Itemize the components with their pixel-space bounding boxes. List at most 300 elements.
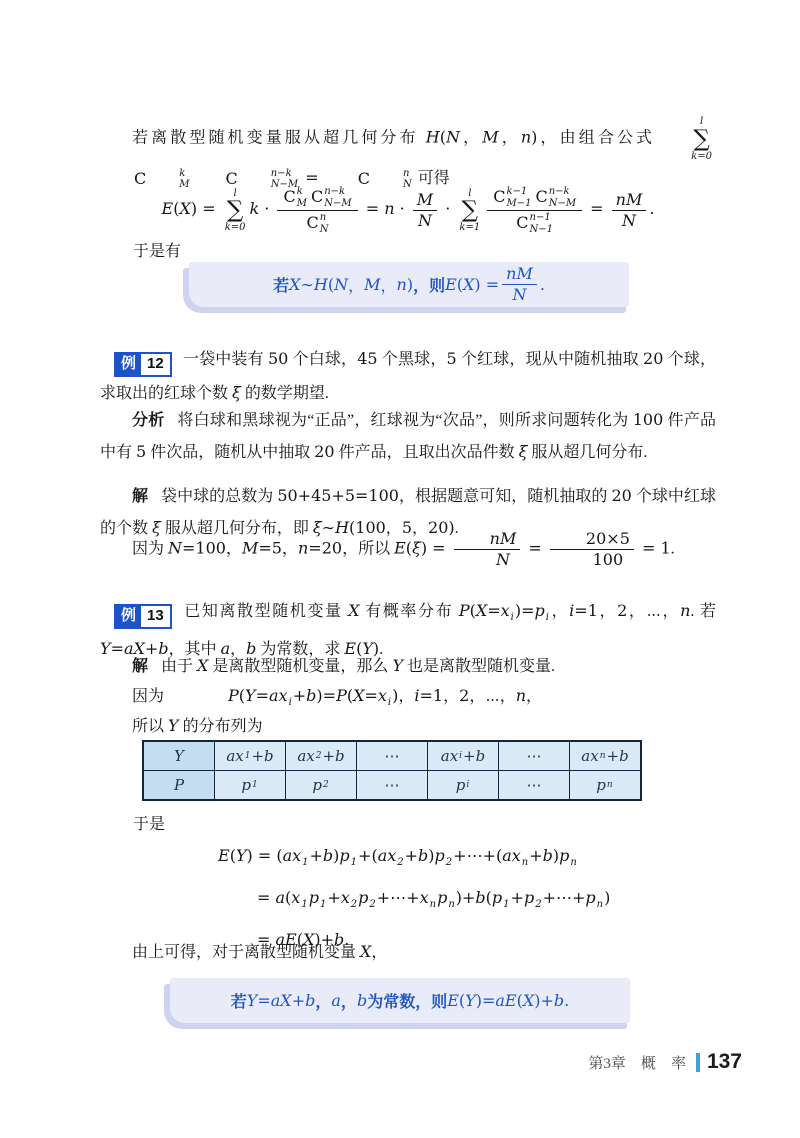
r-c: ， [526, 688, 543, 705]
r-u: + [144, 639, 159, 658]
r-dn: 2 [322, 780, 329, 790]
r-m: aE [275, 930, 297, 949]
r-c: ，其中 [168, 641, 221, 658]
r-u: . [539, 275, 545, 294]
r-m: p [358, 888, 369, 907]
r-u: 100 [632, 410, 664, 429]
r-dn: 1 [350, 857, 358, 868]
summation-symbol [659, 116, 712, 162]
sum-upper-limit: l [468, 187, 472, 199]
r-u: + [322, 747, 336, 765]
r-c: ， [225, 540, 242, 558]
r-u: )+ [455, 888, 476, 907]
r-u: ( [285, 888, 292, 907]
chapter-label: 第3章 [588, 1055, 626, 1072]
r-m: Y [168, 716, 179, 735]
r-u: ) [552, 846, 560, 865]
r-m: ax [502, 846, 521, 865]
r-c: ， [498, 129, 521, 147]
r-m: p [596, 776, 606, 794]
table-cell [427, 742, 498, 770]
r-c: ， [281, 540, 298, 558]
r-u: 50 [267, 349, 289, 368]
combination-base: C [493, 187, 506, 207]
r-u: )+ [314, 930, 335, 949]
r-m: p [523, 888, 535, 907]
r-c: 也是离散型随机变量. [403, 658, 556, 675]
r-u: ( [485, 888, 492, 907]
r-dn: i [545, 612, 549, 623]
r-u: 20 [314, 442, 335, 461]
r-u: ) = [474, 275, 500, 294]
r-c: 件产品中有 [100, 412, 716, 461]
r-m: ax [269, 686, 288, 705]
r-u: =5 [258, 538, 282, 558]
r-m: Y [174, 747, 184, 765]
superscript: n [402, 167, 410, 179]
r-u: 100 [592, 550, 624, 570]
summation-symbol [225, 188, 246, 234]
r-c: ，⋯， [627, 603, 681, 620]
superscript: n−k [324, 186, 346, 197]
combination-base: C [134, 169, 147, 189]
r-m: P [336, 686, 347, 705]
r-u: )+ [534, 991, 554, 1010]
r-c: ，所以 [342, 540, 395, 558]
r-c: 因为 [132, 540, 169, 558]
r-c: 服从超几何分布. [527, 444, 648, 461]
combination-base: C [516, 213, 529, 233]
r-m: Y [392, 656, 403, 675]
r-dn: 2 [397, 857, 404, 868]
r-m: X [475, 601, 488, 620]
r-c: . [379, 641, 384, 658]
r-m: P [173, 776, 185, 794]
subscript: M−1 [506, 197, 532, 209]
r-u: = [257, 930, 276, 949]
r-m: Y [245, 686, 256, 705]
r-m: p [339, 846, 350, 865]
fraction-denominator [418, 211, 432, 230]
table-cell [285, 771, 356, 799]
r-m: X [348, 601, 360, 620]
r-u: ) [531, 127, 538, 147]
r-u: ) = ( [246, 846, 283, 865]
r-m: X [353, 686, 365, 705]
r-c: ， [549, 603, 570, 620]
r-c: 将白球和黑球视为“正品”，红球视为“次品”，则所求问题转化为 [177, 412, 633, 429]
r-u: + [292, 686, 307, 705]
r-dn: 1 [302, 857, 309, 868]
r-u: ) [392, 686, 399, 705]
table-header-cell [144, 742, 214, 770]
sigma-glyph: ∑ [226, 197, 244, 223]
r-m: b [334, 930, 345, 949]
r-m: a [275, 888, 286, 907]
r-m: ax [297, 747, 315, 765]
fraction [550, 530, 634, 570]
r-u: +⋯+ [376, 888, 420, 907]
sum-lower-limit: k=0 [224, 222, 246, 233]
r-u: (100 [349, 518, 386, 537]
derivation-line-2 [218, 880, 610, 922]
r-m: b [246, 639, 257, 658]
r-c: 所以 [132, 718, 169, 735]
r-u: + [529, 846, 543, 865]
box-content [189, 262, 629, 307]
r-u: + [251, 747, 265, 765]
fraction-numerator [612, 191, 647, 211]
superscript: n−k [548, 186, 570, 197]
r-m: X [179, 199, 191, 219]
r-m: N [512, 285, 527, 304]
sum-upper-limit: l [233, 187, 237, 199]
r-m: E [218, 846, 230, 865]
r-dn: 1 [301, 899, 308, 910]
r-u: = [585, 199, 609, 219]
subscript: N−M [270, 179, 299, 191]
r-u: ) [604, 888, 611, 907]
fraction-denominator [305, 211, 331, 235]
r-u: . [344, 930, 350, 949]
intro-paragraph [100, 116, 716, 195]
r-m: b [305, 991, 316, 1010]
r-u: =1 [574, 601, 598, 620]
fraction [612, 191, 647, 231]
script-stack [297, 186, 307, 209]
r-u: )= [475, 991, 496, 1010]
r-m: p [437, 888, 448, 907]
r-m: x [291, 888, 301, 907]
r-dn: 1 [503, 899, 510, 910]
r-c: ， [459, 129, 483, 147]
fraction-numerator [454, 530, 521, 550]
fraction [487, 186, 582, 235]
r-b: 若 [230, 994, 247, 1011]
r-u: )= [316, 686, 337, 705]
r-m: ξ [412, 538, 421, 558]
table-cell [569, 742, 640, 770]
r-u: ( [456, 275, 464, 294]
r-dn: 1 [251, 780, 258, 790]
r-m: M [364, 275, 381, 294]
r-m: N [496, 550, 510, 570]
r-m: X [463, 275, 475, 294]
r-m: nM [506, 263, 533, 283]
r-b: 若 [273, 278, 290, 295]
combination-symbol [283, 186, 307, 209]
r-c: ， [380, 278, 397, 295]
distribution-table [142, 740, 642, 801]
r-dn: 1 [244, 751, 251, 761]
table-cell [498, 742, 569, 770]
r-m: ax [440, 747, 459, 765]
r-dn: 2 [535, 899, 542, 910]
table-cell [214, 742, 285, 770]
r-u: ∼ [300, 275, 314, 294]
r-u: ) [406, 275, 414, 294]
solution-label: 解 [132, 658, 149, 675]
key-result-box-hypergeometric [189, 262, 629, 307]
subject-label-b: 率 [670, 1055, 686, 1072]
r-m: N [417, 211, 432, 230]
sum-upper-limit: l [699, 116, 704, 127]
r-m: P [458, 601, 470, 620]
example13-badge [114, 604, 172, 629]
r-c: 个红球，现从中随机抽取 [456, 351, 644, 368]
r-u: ⋯ [384, 776, 400, 794]
r-u: = [523, 538, 547, 558]
example-badge-label: 例 [116, 354, 141, 375]
table-cell [356, 771, 427, 799]
example12-analysis [100, 404, 716, 468]
r-c: ， [443, 688, 460, 705]
r-u: +⋯+ [542, 888, 586, 907]
r-m: ξ [152, 518, 161, 537]
r-m: aX [270, 991, 292, 1010]
r-m: a [331, 991, 341, 1010]
r-m: x [377, 686, 387, 705]
r-c: 已知离散型随机变量 [182, 603, 349, 620]
r-c: ， [230, 641, 247, 658]
thus-label: 于是 [133, 816, 166, 833]
subscript: N−M [548, 197, 577, 209]
r-u: ( [238, 686, 246, 705]
r-dn: n [521, 857, 529, 868]
r-u: · [394, 199, 410, 219]
r-u: 50+45+5=100 [277, 486, 399, 505]
superscript: k [296, 186, 303, 197]
r-dn: 2 [315, 751, 322, 761]
r-c: ，根据题意可知，随机抽取的 [398, 488, 612, 505]
r-m: n [680, 601, 691, 620]
r-c: ， [398, 688, 415, 705]
r-c: 因为 [132, 688, 165, 705]
fraction-numerator [487, 186, 582, 211]
example12-because-line [100, 530, 716, 570]
table-cell [285, 742, 356, 770]
r-m: H [335, 518, 350, 537]
r-u: = [257, 991, 271, 1010]
summation-symbol [459, 188, 480, 234]
r-m: Y [235, 846, 247, 865]
r-c: 个球中红球的个数 [100, 488, 716, 537]
fraction-denominator [512, 285, 526, 304]
r-dn: n [429, 899, 437, 910]
r-m: p [491, 888, 503, 907]
r-m: p [455, 776, 466, 794]
combination-symbol [535, 186, 576, 209]
subject-label-a: 概 [640, 1055, 656, 1072]
sum-lower-limit: k=1 [459, 222, 481, 233]
r-m: p [434, 846, 445, 865]
r-dn: n [448, 899, 455, 910]
r-u: ( [458, 991, 466, 1010]
table [142, 740, 642, 801]
r-m: p [585, 888, 596, 907]
r-u: = 1 [636, 538, 671, 558]
r-m: n [297, 538, 309, 558]
r-c: ，由组合公式 [537, 129, 656, 147]
r-u: + [291, 991, 306, 1010]
r-m: i [414, 686, 420, 705]
r-u: + [510, 888, 524, 907]
r-m: X [302, 930, 315, 949]
r-m: Y [465, 991, 476, 1010]
r-c: 个球，求取出的红球个数 [100, 351, 716, 402]
r-u: ) [428, 846, 435, 865]
r-u: )= [514, 601, 535, 620]
r-c: ，⋯， [469, 688, 516, 705]
r-c: 由于 [161, 658, 198, 675]
r-m: N [445, 127, 460, 147]
r-m: a [220, 639, 231, 658]
r-u: ) = [190, 199, 221, 219]
r-m: N [168, 538, 183, 558]
r-m: aX [123, 639, 145, 658]
box-content [170, 978, 630, 1023]
r-c: 个黑球， [377, 351, 447, 368]
r-u: ) = [420, 538, 451, 558]
r-m: N [622, 211, 637, 230]
table-cell [427, 771, 498, 799]
r-u: 5 [446, 349, 457, 368]
r-c: 是离散型随机变量，那么 [208, 658, 393, 675]
r-u: +( [358, 846, 378, 865]
fraction-denominator [561, 550, 624, 569]
r-dn: 2 [350, 899, 358, 910]
r-dn: i [387, 697, 392, 708]
subscript: M [296, 197, 307, 209]
r-u: ( [405, 538, 413, 558]
r-m: H [425, 127, 440, 147]
r-u: ( [173, 199, 180, 219]
r-m: p [534, 601, 545, 620]
r-u: ( [516, 991, 523, 1010]
r-u: =20 [308, 538, 343, 558]
r-m: ax [282, 846, 302, 865]
fraction [413, 191, 437, 231]
r-m: nM [615, 189, 643, 209]
r-b: ， [340, 994, 357, 1011]
sigma-glyph: ∑ [461, 197, 479, 223]
fraction-denominator [464, 550, 510, 569]
table-row [144, 742, 640, 770]
r-m: p [559, 846, 570, 865]
r-m: X [289, 275, 301, 294]
example12-badge [114, 352, 172, 377]
r-u: ( [356, 639, 363, 658]
r-c: ， [371, 944, 388, 961]
script-stack [549, 186, 576, 209]
r-dn: i [510, 612, 514, 623]
r-m: b [619, 747, 629, 765]
r-u: ( [327, 275, 335, 294]
fraction-numerator [413, 191, 437, 211]
r-m: x [340, 888, 350, 907]
r-c: 个白球， [288, 351, 358, 368]
r-u: + [606, 747, 620, 765]
fraction-numerator [502, 265, 537, 285]
r-c: 一袋中装有 [182, 351, 268, 368]
r-m: Y [362, 639, 373, 658]
example12-heading [100, 343, 716, 409]
r-m: b [264, 747, 274, 765]
r-b: 为常数，则 [367, 994, 448, 1011]
r-u: ) [372, 639, 380, 658]
r-m: x [419, 888, 429, 907]
r-m: b [475, 888, 486, 907]
r-u: ⋯ [526, 747, 542, 765]
r-c: ， [597, 603, 618, 620]
r-m: n [520, 127, 532, 147]
subscript: N−M [324, 197, 352, 209]
r-m: ξ [312, 518, 322, 537]
solution-label: 解 [132, 488, 149, 505]
r-c: . [454, 520, 459, 537]
r-m: E [447, 991, 459, 1010]
r-m: b [553, 991, 565, 1010]
r-dn: n [606, 780, 613, 790]
r-c: 可得 [413, 170, 450, 187]
r-m: ax [377, 846, 397, 865]
combination-symbol [311, 186, 352, 209]
superscript: n [319, 212, 327, 223]
r-u: 20) [428, 518, 455, 537]
r-dn: 2 [369, 899, 376, 910]
r-u: +⋯+( [453, 846, 503, 865]
r-c: ， [412, 520, 429, 537]
key-result-box-linearity [170, 978, 630, 1023]
r-dn: 1 [319, 899, 327, 910]
r-m: b [542, 846, 553, 865]
superscript: n−k [270, 167, 292, 179]
page-footer [588, 1049, 742, 1075]
script-stack [320, 212, 329, 235]
r-m: b [306, 686, 317, 705]
r-c: 由上可得，对于离散型随机变量 [132, 944, 361, 961]
r-u: = [257, 888, 276, 907]
script-stack [324, 186, 351, 209]
r-m: P [228, 686, 239, 705]
example12-analysis-text [100, 412, 716, 461]
r-dn: n [599, 751, 606, 761]
r-m: n [515, 686, 527, 705]
r-u: 20 [643, 349, 664, 368]
combination-base: C [357, 169, 370, 189]
r-m: X [197, 656, 209, 675]
r-m: ξ [518, 442, 528, 461]
script-stack [506, 186, 531, 209]
example13-so-line [100, 710, 716, 742]
r-u: 20×5 [585, 529, 630, 548]
r-u: ( [229, 846, 236, 865]
r-b: ， [315, 994, 332, 1011]
fraction [454, 530, 521, 570]
sum-lower-limit: k=0 [691, 150, 712, 162]
r-m: M [241, 538, 259, 558]
r-m: M [482, 127, 499, 147]
r-c: 服从超几何分布，即 [160, 520, 313, 537]
r-u: + [309, 846, 323, 865]
subscript: N [402, 179, 412, 191]
r-c: 有概率分布 [359, 603, 459, 620]
r-m: k [249, 199, 260, 219]
table-header-cell [144, 771, 214, 799]
analysis-label: 分析 [132, 412, 165, 429]
r-c: 为常数，求 [256, 641, 345, 658]
r-u: 2 [459, 686, 470, 705]
